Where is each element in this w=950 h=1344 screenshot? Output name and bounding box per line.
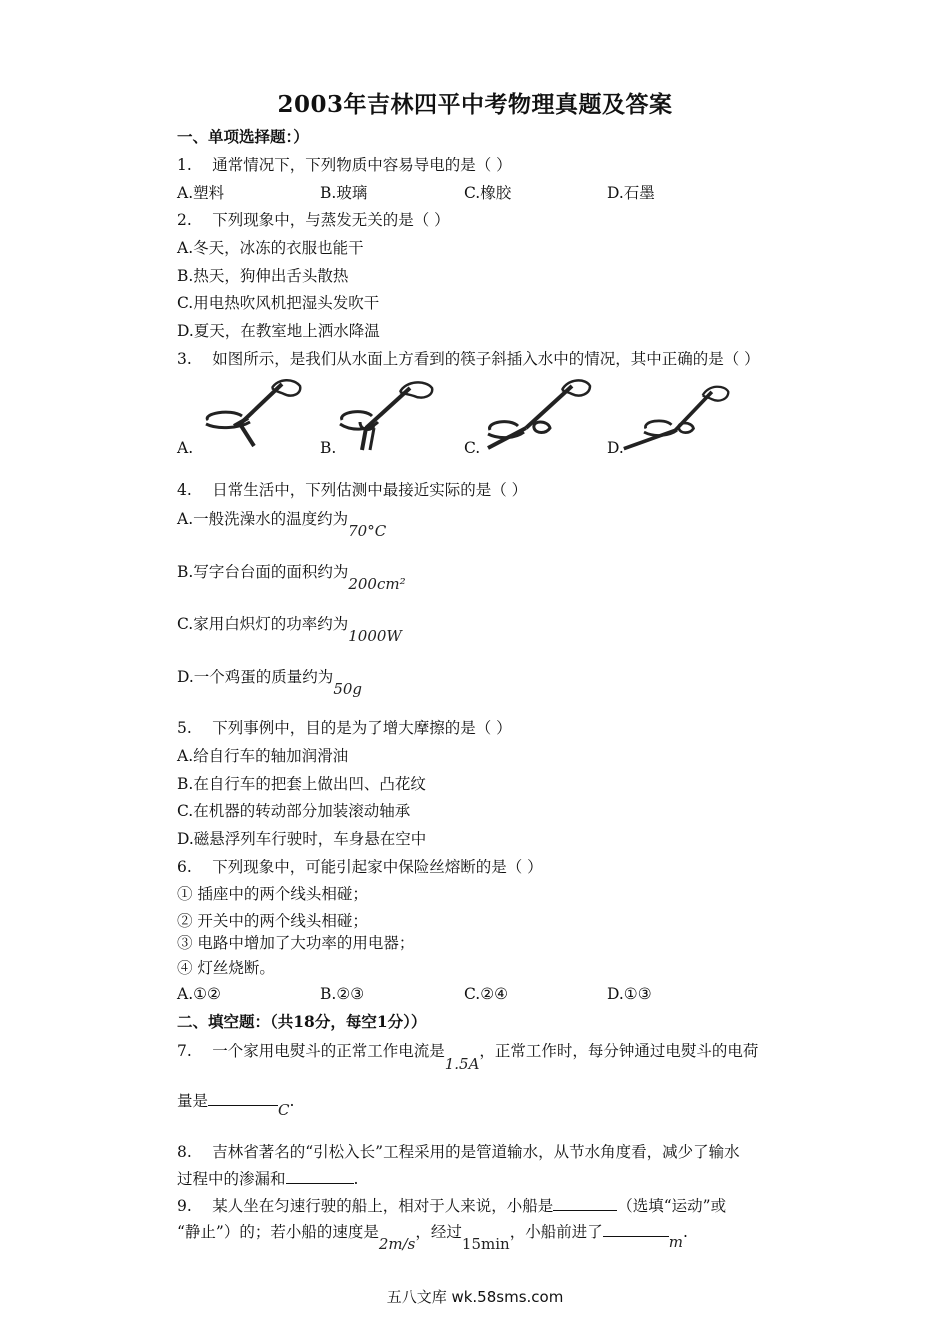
q6-option-d: D.①③	[607, 985, 652, 1003]
q9-text-5: ，小船前进了	[509, 1223, 603, 1241]
q5-option-d: D.磁悬浮列车行驶时，车身悬在空中	[177, 830, 427, 848]
q7-answer-blank[interactable]	[208, 1091, 278, 1106]
question-7-line-1	[177, 1041, 759, 1073]
q8-text-2: 过程中的渗漏和	[177, 1170, 286, 1188]
q3-label-a: A.	[177, 439, 194, 457]
q2-option-a: A.冬天，冰冻的衣服也能干	[177, 239, 364, 257]
q9-speed-value: 2m/s	[378, 1235, 416, 1253]
chopsticks-figure-d	[622, 372, 732, 452]
q4-option-d	[177, 667, 363, 698]
q9-time-value: 15min	[461, 1235, 510, 1253]
q4-option-b-text: B.写字台台面的面积约为	[177, 563, 349, 581]
page-title: 2003年吉林四平中考物理真题及答案	[277, 91, 673, 118]
q4-option-d-text: D.一个鸡蛋的质量约为	[177, 668, 334, 686]
q7-period: .	[289, 1092, 295, 1110]
q1-option-c: C.橡胶	[464, 184, 512, 202]
q9-text-3: “静止”）的；若小船的速度是	[177, 1223, 379, 1241]
q6-option-a: A.①②	[177, 985, 221, 1003]
q6-item-4: ④ 灯丝烧断。	[177, 959, 275, 977]
q4-option-a	[177, 509, 387, 540]
q7-unit: C	[278, 1101, 290, 1119]
q2-option-b: B.热天，狗伸出舌头散热	[177, 267, 349, 285]
q5-option-a: A.给自行车的轴加润滑油	[177, 747, 349, 765]
q6-option-c: C.②④	[464, 985, 509, 1003]
q4-option-c	[177, 614, 402, 645]
q6-option-b: B.②③	[320, 985, 365, 1003]
q3-label-c: C.	[464, 439, 481, 457]
section-heading-2: 二、填空题：（共18分，每空1分））	[177, 1012, 427, 1031]
q9-period: .	[682, 1223, 688, 1241]
question-9-line-2	[177, 1222, 688, 1253]
q2-option-c: C.用电热吹风机把湿头发吹干	[177, 294, 380, 312]
q9-answer-blank-2[interactable]	[603, 1222, 669, 1237]
page-footer: 五八文库 wk.58sms.com	[386, 1288, 564, 1306]
question-2: 2. 下列现象中，与蒸发无关的是（ ）	[177, 211, 450, 229]
question-4: 4. 日常生活中，下列估测中最接近实际的是（ ）	[177, 481, 528, 499]
q7-text-3: 量是	[177, 1092, 209, 1110]
q8-period: .	[353, 1170, 359, 1188]
q9-unit: m	[668, 1233, 683, 1251]
chopsticks-figure-a	[200, 372, 310, 452]
q2-option-d: D.夏天，在教室地上洒水降温	[177, 322, 380, 340]
q7-text-1: 7. 一个家用电熨斗的正常工作电流是	[177, 1042, 445, 1060]
q6-item-2: ② 开关中的两个线头相碰；	[177, 912, 368, 930]
q4-option-a-text: A.一般洗澡水的温度约为	[177, 510, 349, 528]
q4-option-c-text: C.家用白炽灯的功率约为	[177, 615, 349, 633]
question-6: 6. 下列现象中，可能引起家中保险丝熔断的是（ ）	[177, 858, 543, 876]
q1-option-b: B.玻璃	[320, 184, 368, 202]
chopsticks-figure-c	[482, 372, 592, 452]
q7-current-value: 1.5A	[444, 1055, 480, 1073]
question-8-line-1: 8. 吉林省著名的“引松入长”工程采用的是管道输水，从节水角度看，减少了输水	[177, 1143, 740, 1161]
q9-answer-blank-1[interactable]	[553, 1196, 617, 1211]
question-1: 1. 通常情况下，下列物质中容易导电的是（ ）	[177, 156, 512, 174]
q9-text-4: ，经过	[415, 1223, 462, 1241]
question-9-line-1	[177, 1196, 726, 1216]
q4-option-d-value: 50g	[333, 680, 363, 698]
q4-option-c-value: 1000W	[348, 627, 402, 645]
question-3: 3. 如图所示，是我们从水面上方看到的筷子斜插入水中的情况，其中正确的是（ ）	[177, 350, 760, 368]
q5-option-c: C.在机器的转动部分加装滚动轴承	[177, 802, 411, 820]
q1-option-d: D.石墨	[607, 184, 655, 202]
q6-item-3: ③ 电路中增加了大功率的用电器；	[177, 934, 415, 952]
question-5: 5. 下列事例中，目的是为了增大摩擦的是（ ）	[177, 719, 512, 737]
section-heading-1: 一、单项选择题：）	[177, 127, 309, 146]
q1-option-a: A.塑料	[177, 184, 225, 202]
question-8-line-2	[177, 1169, 358, 1189]
q5-option-b: B.在自行车的把套上做出凹、凸花纹	[177, 775, 426, 793]
q8-answer-blank[interactable]	[286, 1169, 354, 1184]
chopsticks-figure-b	[338, 372, 448, 452]
q4-option-b	[177, 562, 406, 593]
q3-label-b: B.	[320, 439, 337, 457]
q9-text-2: （选填“运动”或	[617, 1197, 727, 1215]
q3-label-d: D.	[607, 439, 624, 457]
q9-text-1: 9. 某人坐在匀速行驶的船上，相对于人来说，小船是	[177, 1197, 554, 1215]
q4-option-a-value: 70°C	[348, 522, 387, 540]
q7-text-2: ，正常工作时，每分钟通过电熨斗的电荷	[479, 1042, 759, 1060]
question-7-line-2	[177, 1091, 295, 1119]
q6-item-1: ① 插座中的两个线头相碰；	[177, 885, 368, 903]
q4-option-b-value: 200cm²	[348, 575, 406, 593]
